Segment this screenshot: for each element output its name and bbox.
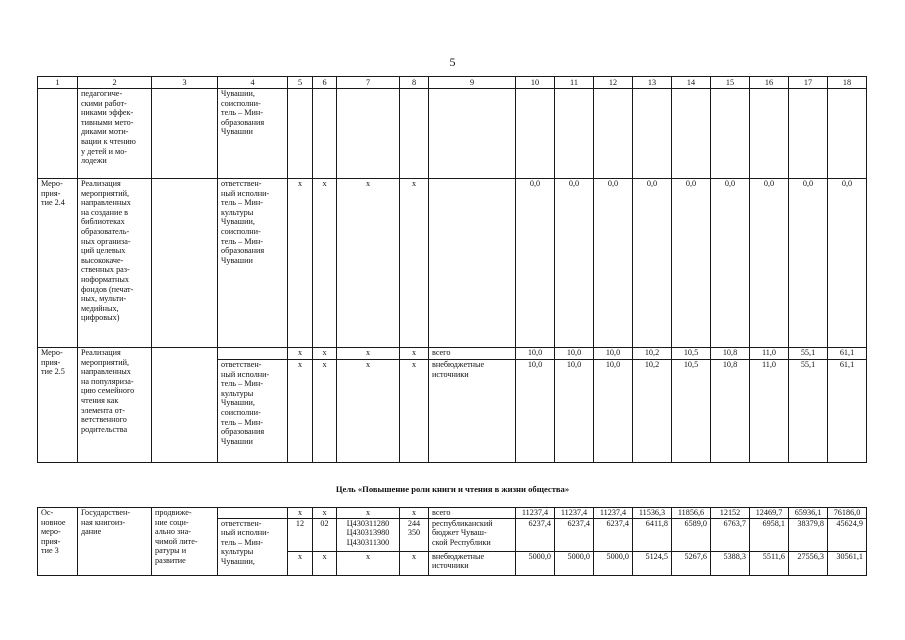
value-cell: 5267,6 <box>672 551 711 575</box>
value-cell: 11,0 <box>750 348 789 360</box>
funding-source: всего <box>429 348 516 360</box>
column-number: 14 <box>672 77 711 89</box>
value-cell: 10,0 <box>516 348 555 360</box>
code-cell: 12 <box>288 518 313 551</box>
value-cell: 0,0 <box>516 179 555 348</box>
table-row <box>38 348 867 360</box>
column-number: 10 <box>516 77 555 89</box>
header-row <box>38 77 867 89</box>
code-cell: x <box>313 508 337 519</box>
value-cell: 0,0 <box>750 179 789 348</box>
value-cell: 11237,4 <box>555 508 594 519</box>
goal-table <box>37 507 867 576</box>
value-cell: 11237,4 <box>516 508 555 519</box>
column-number: 9 <box>429 77 516 89</box>
code-cell: x <box>288 179 313 348</box>
responsible-executor: Чувашии, соисполни- тель – Мин- образования Чувашии <box>218 89 288 179</box>
column-number: 4 <box>218 77 288 89</box>
code-cell: x <box>400 348 429 360</box>
value-cell: 10,8 <box>711 360 750 463</box>
value-cell: 65936,1 <box>789 508 828 519</box>
value-cell: 6958,1 <box>750 518 789 551</box>
value-cell: 10,0 <box>516 360 555 463</box>
code-cell: x <box>337 551 400 575</box>
value-cell: 6237,4 <box>516 518 555 551</box>
expense-type-cell: 244 350 <box>400 518 429 551</box>
value-cell: 10,5 <box>672 348 711 360</box>
measure-number: Меро- прия- тие 2.5 <box>38 348 78 463</box>
measure-description: Реализация мероприятий, направленных на популяриза- цию семейного чтения как элемента от- ветственного родительства <box>78 348 152 463</box>
code-cell: x <box>288 348 313 360</box>
measure-number: Ос- новное меро- прия- тие 3 <box>38 508 78 576</box>
measure-goal: продвиже- ние соци- ально зна- чимой лите- ратуры и развитие <box>152 508 218 576</box>
value-cell: 5388,3 <box>711 551 750 575</box>
code-cell: x <box>400 508 429 519</box>
value-cell: 6763,7 <box>711 518 750 551</box>
column-number: 7 <box>337 77 400 89</box>
measure-number: Меро- прия- тие 2.4 <box>38 179 78 348</box>
column-number: 15 <box>711 77 750 89</box>
funding-source: всего <box>429 508 516 519</box>
code-cell: x <box>313 179 337 348</box>
column-number: 2 <box>78 77 152 89</box>
column-number: 18 <box>828 77 867 89</box>
value-cell: 0,0 <box>789 179 828 348</box>
value-cell: 61,1 <box>828 348 867 360</box>
value-cell: 10,8 <box>711 348 750 360</box>
value-cell: 38379,8 <box>789 518 828 551</box>
page-number: 5 <box>449 55 456 69</box>
code-cell: x <box>288 360 313 463</box>
funding-source: внебюджетные источники <box>429 551 516 575</box>
funding-source: внебюджетные источники <box>429 360 516 463</box>
value-cell: 30561,1 <box>828 551 867 575</box>
measure-description: педагогиче- скими работ- никами эффек- тивными мето- диками моти- вации к чтению у детей и мо- лодежи <box>78 89 152 179</box>
code-cell: x <box>313 551 337 575</box>
code-cell: x <box>337 348 400 360</box>
value-cell: 6237,4 <box>555 518 594 551</box>
value-cell: 5000,0 <box>594 551 633 575</box>
measure-description: Реализация мероприятий, направленных на создание в библиотеках образователь- ных организа- ций целевых высококаче- ственных раз- ноформатных фондов (печат- ных, мульти- медийных, цифровых) <box>78 179 152 348</box>
value-cell: 10,2 <box>633 348 672 360</box>
value-cell: 12469,7 <box>750 508 789 519</box>
value-cell: 11856,6 <box>672 508 711 519</box>
value-cell: 55,1 <box>789 360 828 463</box>
value-cell: 6411,8 <box>633 518 672 551</box>
value-cell: 5000,0 <box>516 551 555 575</box>
code-cell: x <box>288 551 313 575</box>
value-cell: 0,0 <box>672 179 711 348</box>
responsible-executor: ответствен- ный исполни- тель – Мин- культуры Чувашии, соисполни- тель – Мин- образования Чувашии <box>218 179 288 348</box>
code-cell: x <box>313 360 337 463</box>
code-cell: x <box>400 551 429 575</box>
value-cell: 27556,3 <box>789 551 828 575</box>
budget-code-cell: Ц430311280 Ц430313980 Ц430311300 <box>337 518 400 551</box>
value-cell: 10,0 <box>594 360 633 463</box>
funding-source: республиканский бюджет Чуваш- ской Республики <box>429 518 516 551</box>
responsible-executor: ответствен- ный исполни- тель – Мин- культуры Чувашии, соисполни- тель – Мин- образования Чувашии <box>218 360 288 463</box>
value-cell: 0,0 <box>555 179 594 348</box>
code-cell: 02 <box>313 518 337 551</box>
value-cell: 5000,0 <box>555 551 594 575</box>
column-number: 5 <box>288 77 313 89</box>
value-cell: 0,0 <box>828 179 867 348</box>
code-cell: x <box>400 179 429 348</box>
column-number: 17 <box>789 77 828 89</box>
code-cell: x <box>337 179 400 348</box>
measure-description: Государствен- ная книгоиз- дание <box>78 508 152 576</box>
column-number: 12 <box>594 77 633 89</box>
value-cell: 10,0 <box>555 360 594 463</box>
program-table <box>37 76 867 463</box>
value-cell: 45624,9 <box>828 518 867 551</box>
value-cell: 61,1 <box>828 360 867 463</box>
value-cell: 10,5 <box>672 360 711 463</box>
code-cell: x <box>288 508 313 519</box>
table-row <box>38 179 867 348</box>
column-number: 6 <box>313 77 337 89</box>
goal-title: Цель «Повышение роли книги и чтения в жизни общества» <box>335 484 570 494</box>
value-cell: 0,0 <box>711 179 750 348</box>
value-cell: 10,0 <box>594 348 633 360</box>
responsible-executor: ответствен- ный исполни- тель – Мин- культуры Чувашии, <box>218 518 288 575</box>
value-cell: 11,0 <box>750 360 789 463</box>
value-cell: 10,2 <box>633 360 672 463</box>
code-cell: x <box>337 508 400 519</box>
value-cell: 0,0 <box>633 179 672 348</box>
column-number: 1 <box>38 77 78 89</box>
column-number: 16 <box>750 77 789 89</box>
value-cell: 0,0 <box>594 179 633 348</box>
value-cell: 12152 <box>711 508 750 519</box>
code-cell: x <box>400 360 429 463</box>
code-cell: x <box>313 348 337 360</box>
value-cell: 11237,4 <box>594 508 633 519</box>
value-cell: 11536,3 <box>633 508 672 519</box>
column-number: 8 <box>400 77 429 89</box>
column-number: 13 <box>633 77 672 89</box>
value-cell: 5511,6 <box>750 551 789 575</box>
code-cell: x <box>337 360 400 463</box>
value-cell: 6237,4 <box>594 518 633 551</box>
value-cell: 5124,5 <box>633 551 672 575</box>
table-row <box>38 89 867 179</box>
value-cell: 10,0 <box>555 348 594 360</box>
value-cell: 6589,0 <box>672 518 711 551</box>
column-number: 3 <box>152 77 218 89</box>
column-number: 11 <box>555 77 594 89</box>
value-cell: 76186,0 <box>828 508 867 519</box>
table-row <box>38 508 867 519</box>
value-cell: 55,1 <box>789 348 828 360</box>
